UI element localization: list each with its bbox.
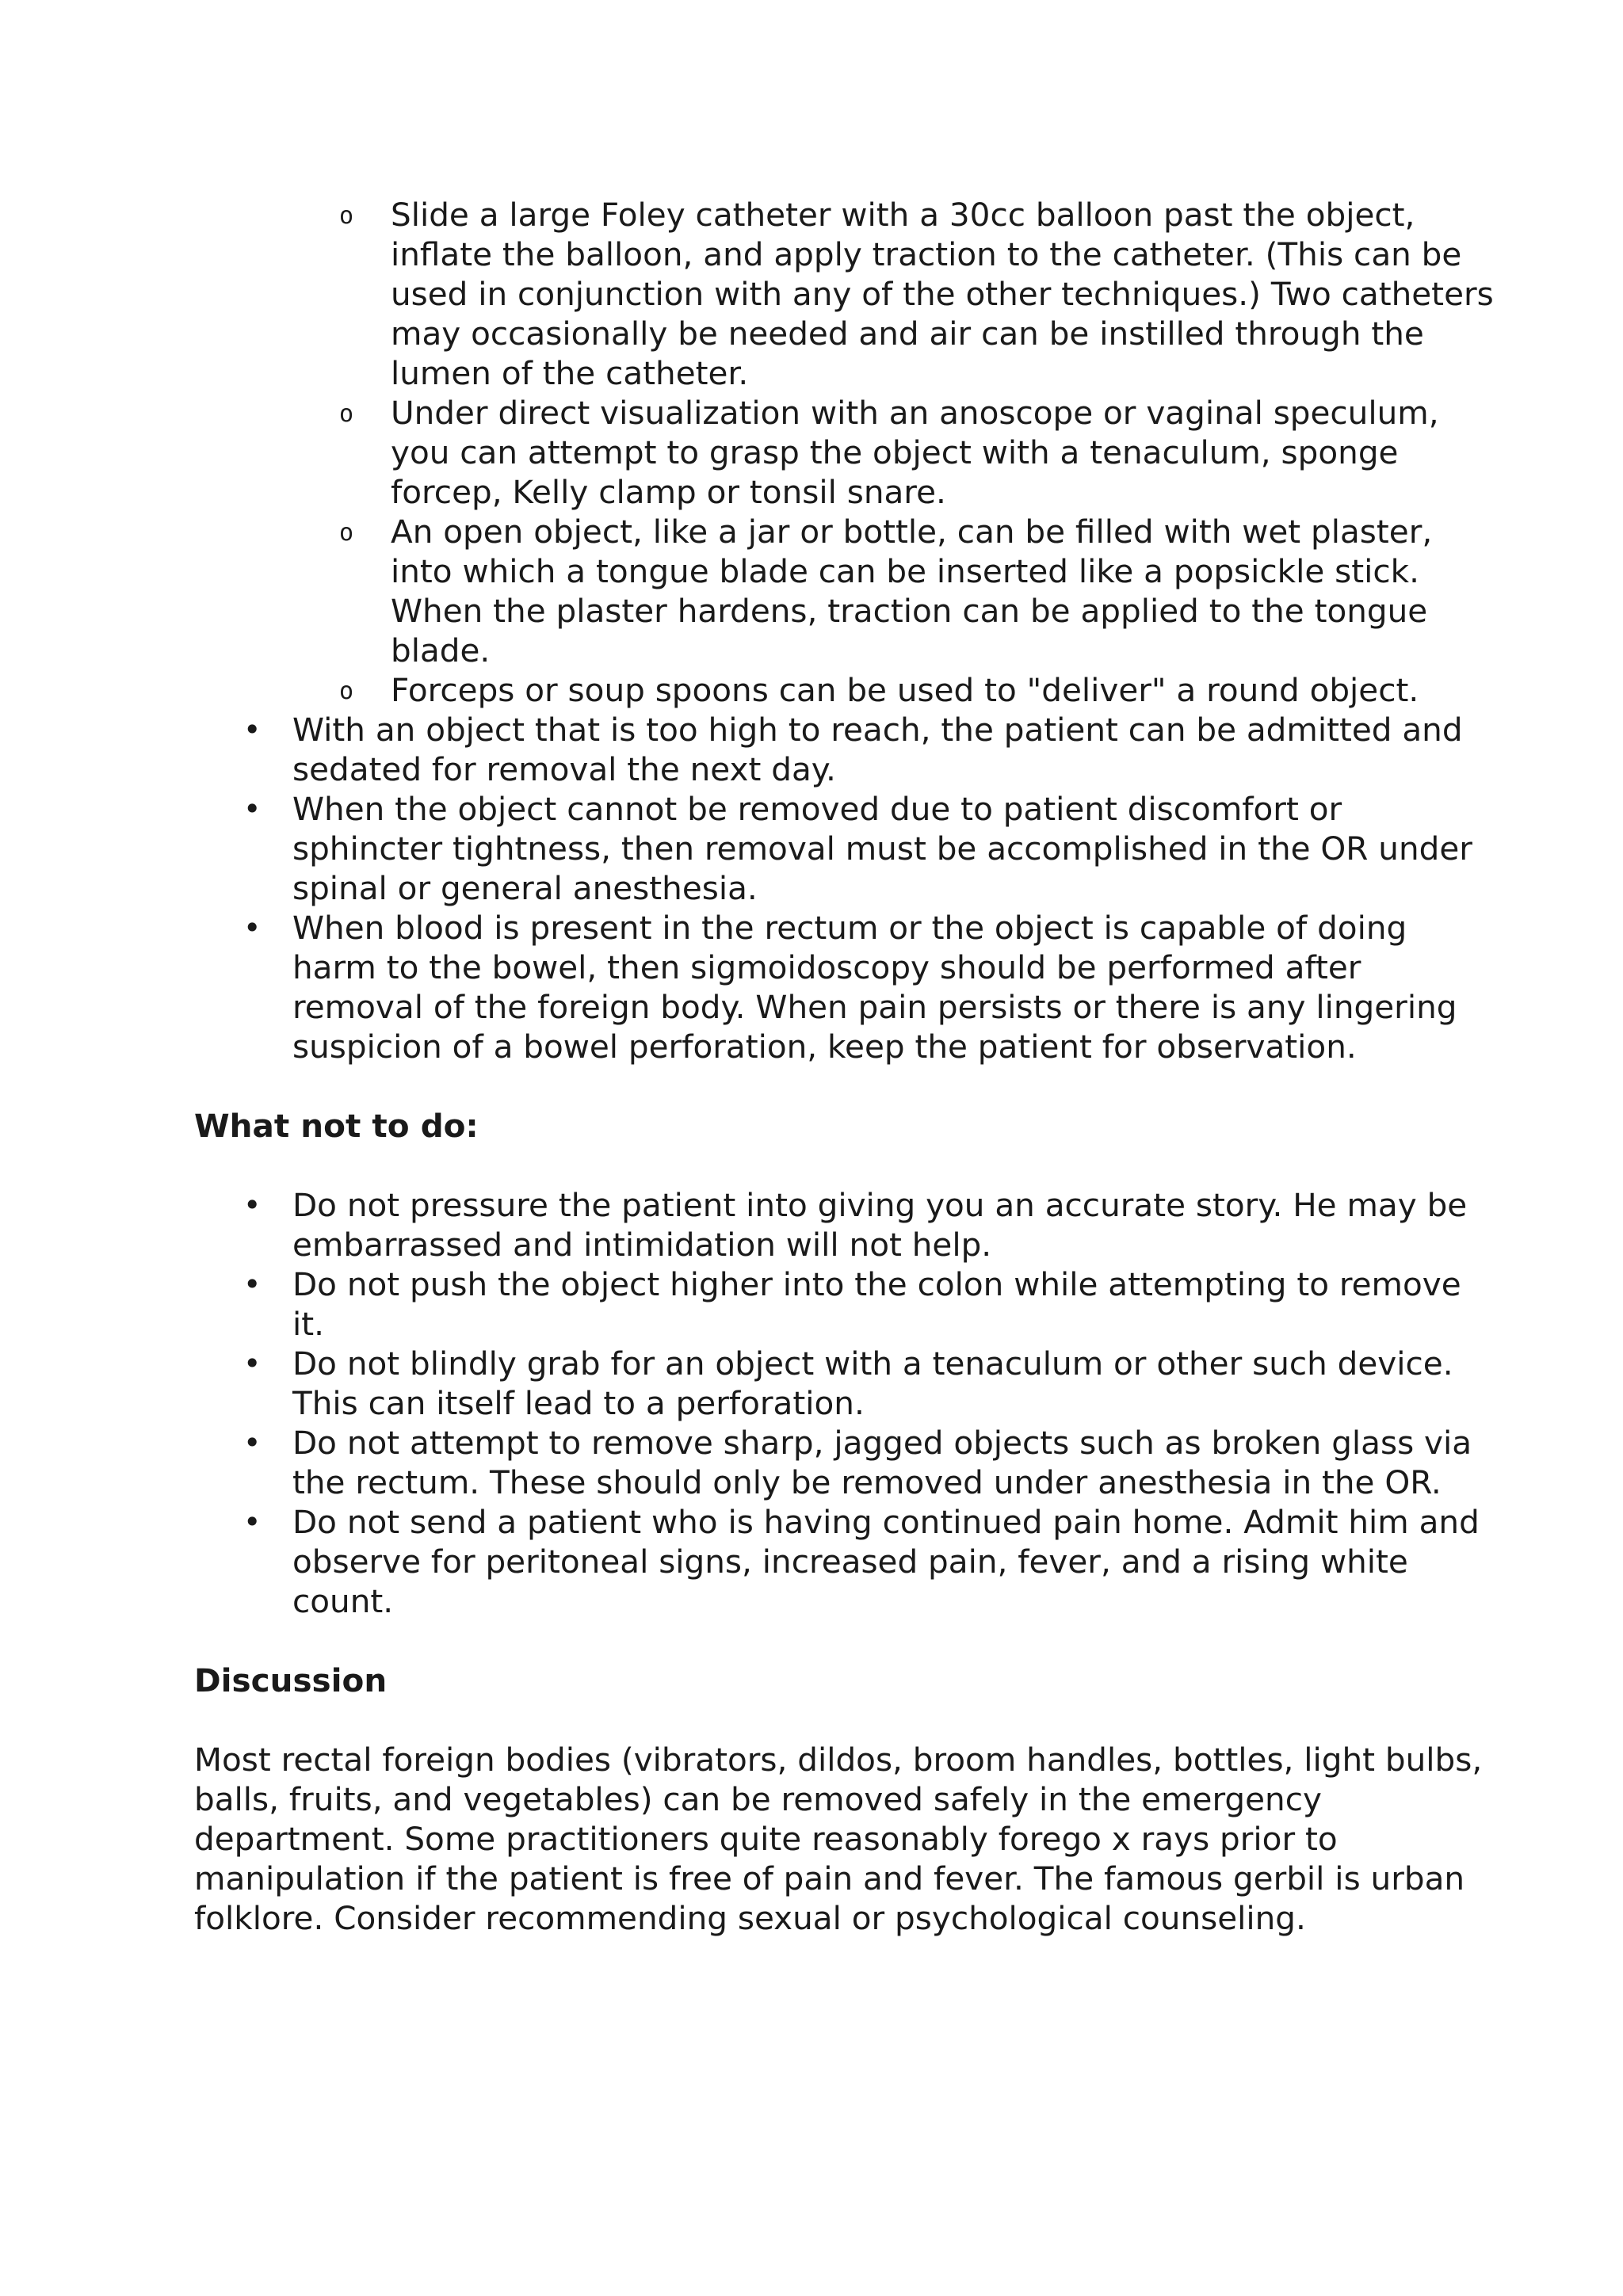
list-item: • With an object that is too high to reach, the patient can be admitted and sedated for removal the next day. [292,710,1494,789]
list-item: o Under direct visualization with an anoscope or vaginal speculum, you can attempt to grasp the object with a tenaculum, sponge forcep, Kelly clamp or tonsil snare. [391,393,1494,512]
list-item: • Do not pressure the patient into giving you an accurate story. He may be embarrassed and intimidation will not help. [292,1185,1494,1264]
discussion-heading: Discussion [194,1661,388,1699]
list-item: o An open object, like a jar or bottle, can be filled with wet plaster, into which a tongue blade can be inserted like a popsickle stick. When the plaster hardens, traction can be applied to the tongue blade. [391,512,1494,670]
list-item: • Do not push the object higher into the colon while attempting to remove it. [292,1264,1494,1344]
list-item: • Do not send a patient who is having continued pain home. Admit him and observe for peritoneal signs, increased pain, fever, and a rising white count. [292,1502,1494,1621]
list-item: • When blood is present in the rectum or the object is capable of doing harm to the bowel, then sigmoidoscopy should be performed after removal of the foreign body. When pain persists or there is any lingering suspicion of a bowel perforation, keep the patient for observation. [292,908,1494,1066]
what-to-do-list [194,710,1494,1066]
page-content [194,195,1494,1938]
list-item: o Forceps or soup spoons can be used to "deliver" a round object. [391,670,1494,710]
discussion-paragraph: Most rectal foreign bodies (vibrators, dildos, broom handles, bottles, light bulbs, balls, fruits, and vegetables) can be removed safely in the emergency department. Some practitioners quite reasonably forego x rays prior to manipulation if the patient is free of pain and fever. The famous gerbil is urban folklore. Consider recommending sexual or psychological counseling. [194,1741,1483,1937]
what-not-to-do-heading: What not to do: [194,1107,479,1145]
what-not-to-do-list [194,1185,1494,1621]
list-item: • Do not blindly grab for an object with a tenaculum or other such device. This can itself lead to a perforation. [292,1344,1494,1423]
list-item: • Do not attempt to remove sharp, jagged objects such as broken glass via the rectum. These should only be removed under anesthesia in the OR. [292,1423,1494,1502]
removal-techniques-list [194,195,1494,710]
list-item: • When the object cannot be removed due to patient discomfort or sphincter tightness, then removal must be accomplished in the OR under spinal or general anesthesia. [292,789,1494,908]
list-item: o Slide a large Foley catheter with a 30cc balloon past the object, inflate the balloon, and apply traction to the catheter. (This can be used in conjunction with any of the other techniques.) Two catheters may occasionally be needed and air can be instilled through the lumen of the catheter. [391,195,1494,393]
